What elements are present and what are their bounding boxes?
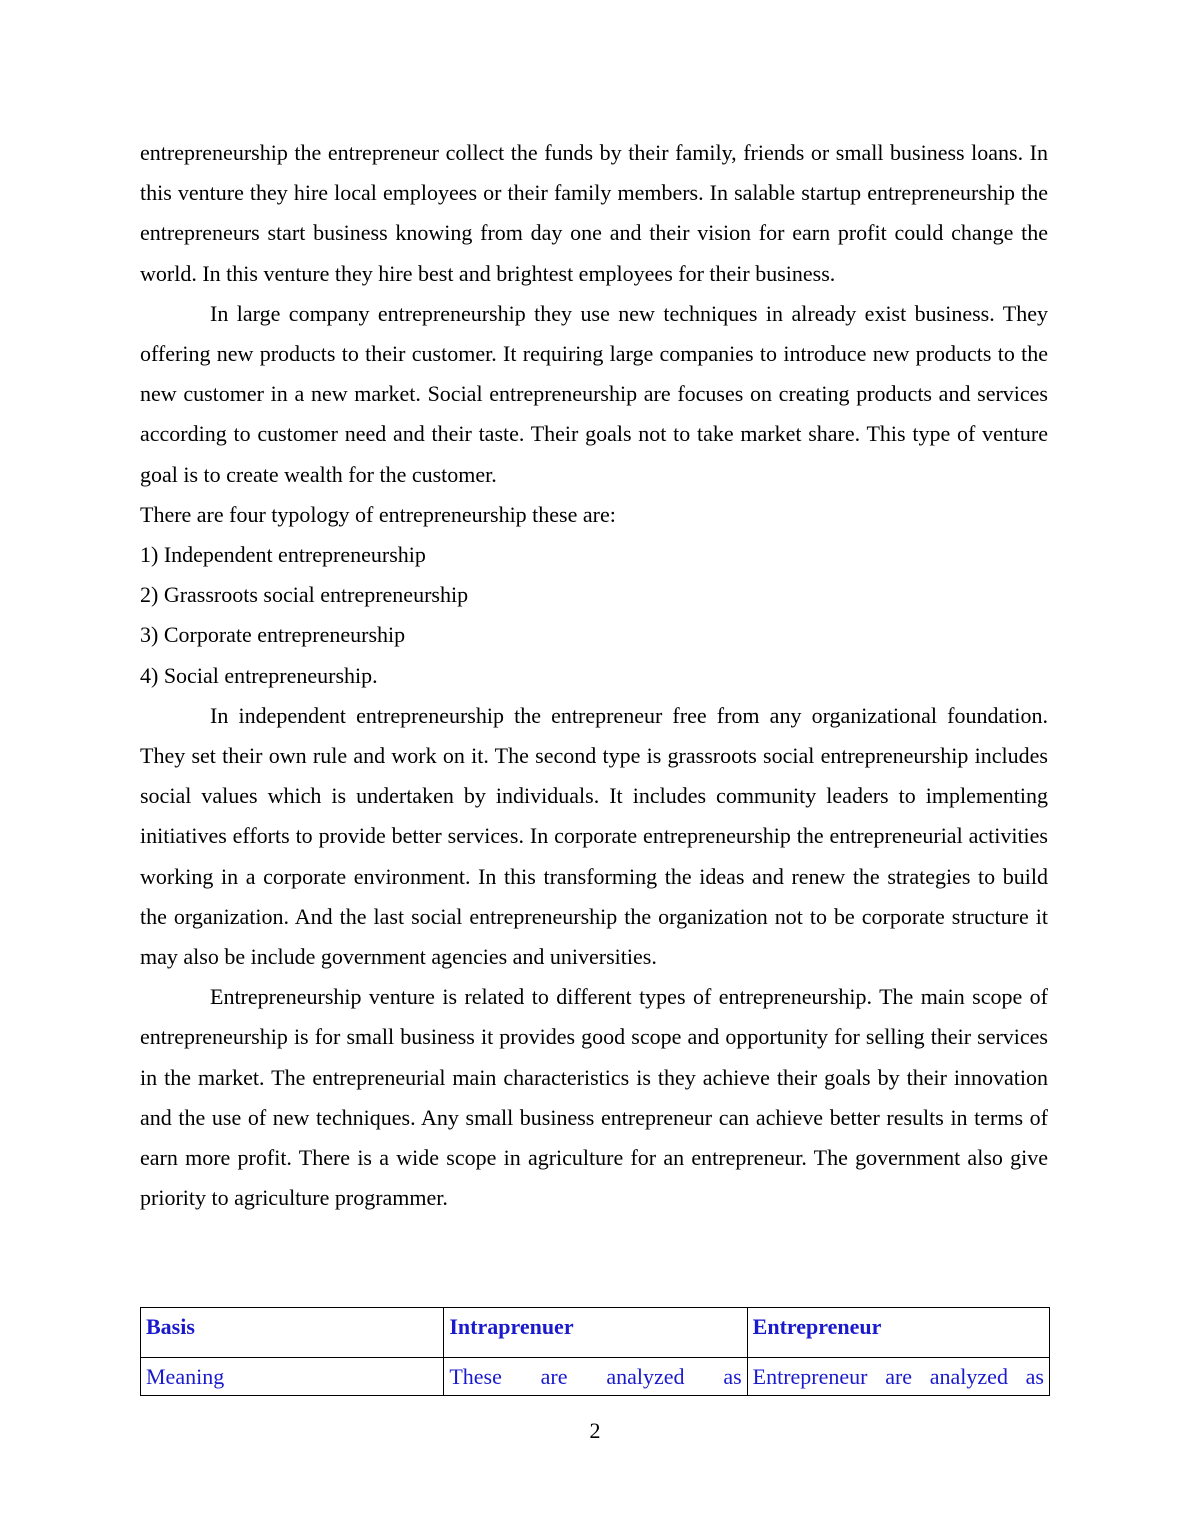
paragraph-3: In independent entrepreneurship the entrepreneur free from any organizational foundation. They set their own rule and work on it. The second type is grassroots social entrepreneurship includes social values which is undertaken by individuals. It includes community leaders to implementing initiatives efforts to provide better services. In corporate entrepreneurship the entrepreneurial activities working in a corporate environment. In this transforming the ideas and renew the strategies to build the organization. And the last social entrepreneurship the organization not to be corporate structure it may also be include government agencies and universities. [140, 702, 1048, 970]
table-row [141, 1358, 1050, 1396]
header-entrepreneur: Entrepreneur [747, 1308, 1049, 1358]
list-intro: There are four typology of entrepreneurship these are: [140, 501, 616, 527]
header-intraprenuer: Intraprenuer [444, 1308, 747, 1358]
header-basis: Basis [141, 1308, 444, 1358]
comparison-table [140, 1307, 1050, 1396]
list-item-4: 4) Social entrepreneurship. [140, 662, 378, 688]
cell-entrepreneur-meaning: Entrepreneur are analyzed as [747, 1358, 1049, 1396]
page-number: 2 [589, 1418, 601, 1443]
list-item-2: 2) Grassroots social entrepreneurship [140, 582, 469, 608]
paragraph-4: Entrepreneurship venture is related to different types of entrepreneurship. The main scope of entrepreneurship is for small business it provides good scope and opportunity for selling their services in the market. The entrepreneurial main characteristics is they achieve their goals by their innovation and the use of new techniques. Any small business entrepreneur can achieve better results in terms of earn more profit. There is a wide scope in agriculture for an entrepreneur. The government also give priority to agriculture programmer. [140, 984, 1048, 1211]
cell-intraprenuer-meaning: These are analyzed as [444, 1358, 747, 1396]
table-header-row [141, 1308, 1050, 1358]
list-item-3: 3) Corporate entrepreneurship [140, 622, 406, 648]
list-item-1: 1) Independent entrepreneurship [140, 542, 426, 568]
paragraph-2: In large company entrepreneurship they use new techniques in already exist business. They offering new products to their customer. It requiring large companies to introduce new products to the new customer in a new market. Social entrepreneurship are focuses on creating products and services according to customer need and their taste. Their goals not to take market share. This type of venture goal is to create wealth for the customer. [140, 300, 1048, 487]
paragraph-1: entrepreneurship the entrepreneur collect the funds by their family, friends or small business loans. In this venture they hire local employees or their family members. In salable startup entrepreneurship the entrepreneurs start business knowing from day one and their vision for earn profit could change the world. In this venture they hire best and brightest employees for their business. [140, 140, 1048, 286]
document-body [140, 133, 1048, 1218]
cell-meaning: Meaning [141, 1358, 444, 1396]
